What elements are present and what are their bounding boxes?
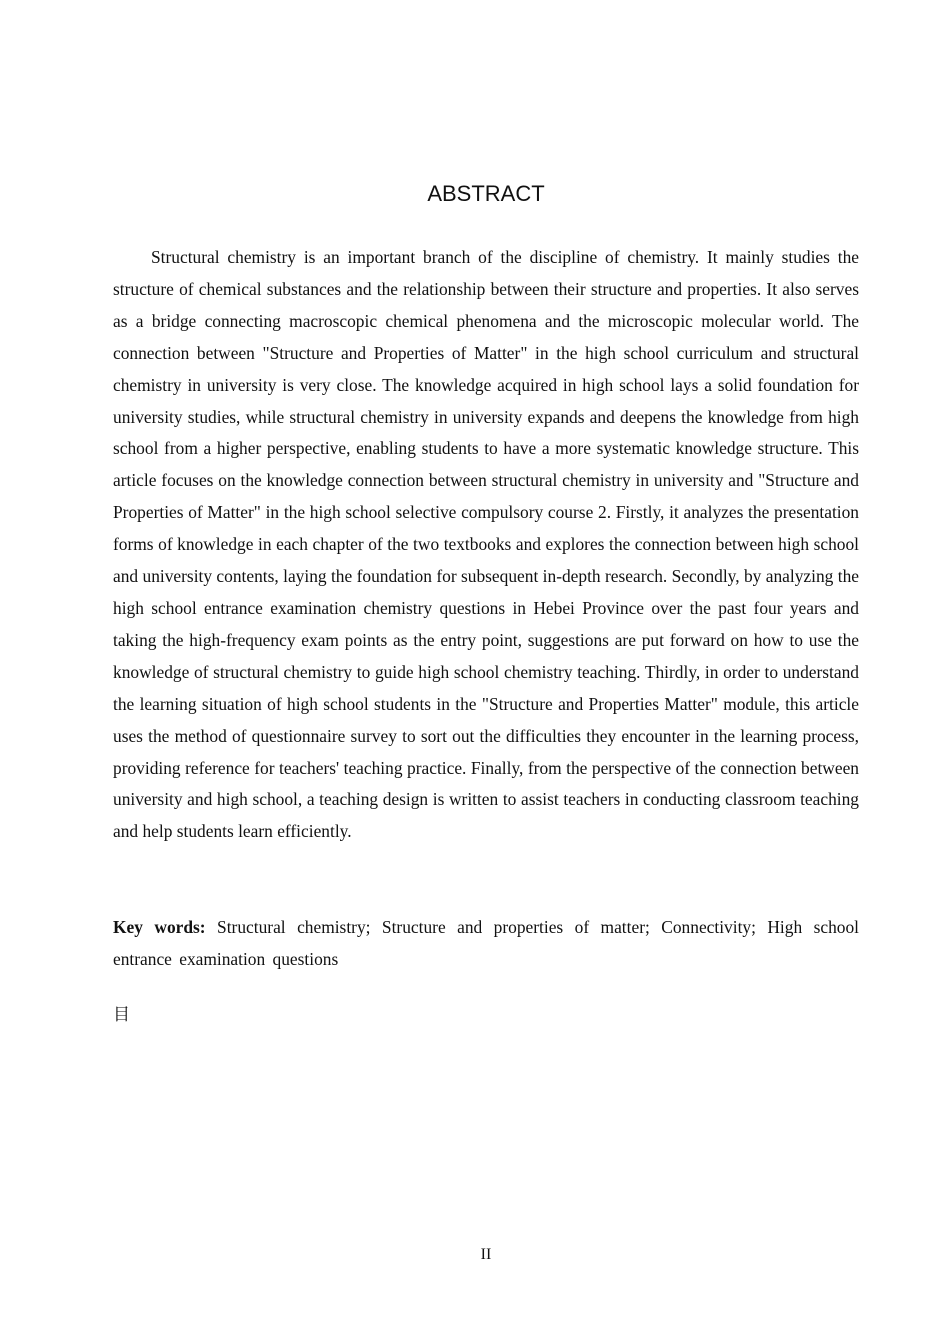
toc-heading-fragment: 目	[113, 1005, 130, 1025]
keywords-label: Key words:	[113, 917, 206, 937]
keywords-line	[113, 912, 859, 976]
abstract-title: ABSTRACT	[427, 181, 545, 206]
abstract-paragraph: Structural chemistry is an important branch of the discipline of chemistry. It mainly studies the structure of chemical substances and the relationship between their structure and properties. It also serves as a bridge connecting macroscopic chemical phenomena and the microscopic molecular world. The connection between "Structure and Properties of Matter" in the high school curriculum and structural chemistry in university is very close. The knowledge acquired in high school lays a solid foundation for university studies, while structural chemistry in university expands and deepens the knowledge from high school from a higher perspective, enabling students to have a more systematic knowledge structure. This article focuses on the knowledge connection between structural chemistry in university and "Structure and Properties of Matter" in the high school selective compulsory course 2. Firstly, it analyzes the presentation forms of knowledge in each chapter of the two textbooks and explores the connection between high school and university contents, laying the foundation for subsequent in-depth research. Secondly, by analyzing the high school entrance examination chemistry questions in Hebei Province over the past four years and taking the high-frequency exam points as the entry point, suggestions are put forward on how to use the knowledge of structural chemistry to guide high school chemistry teaching. Thirdly, in order to understand the learning situation of high school students in the "Structure and Properties Matter" module, this article uses the method of questionnaire survey to sort out the difficulties they encounter in the learning process, providing reference for teachers' teaching practice. Finally, from the perspective of the connection between university and high school, a teaching design is written to assist teachers in conducting classroom teaching and help students learn efficiently.	[113, 247, 859, 842]
keywords-text: Structural chemistry; Structure and properties of matter; Connectivity; High school entrance examination questions	[113, 917, 859, 969]
page-number: II	[480, 1246, 492, 1263]
